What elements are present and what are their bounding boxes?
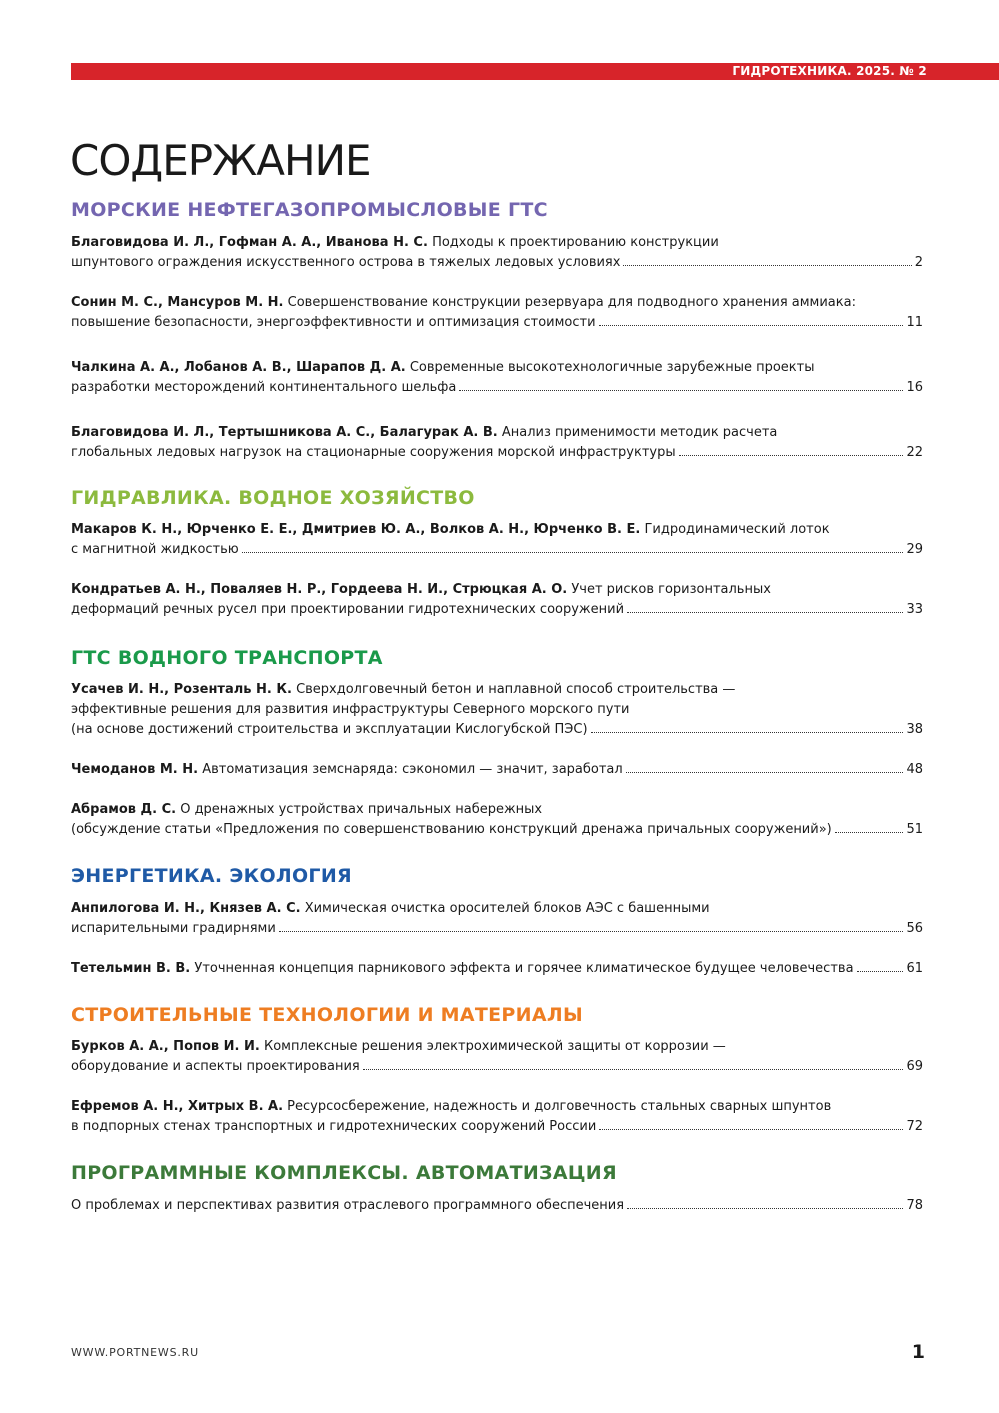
toc-entry-page: 56 xyxy=(906,921,923,936)
toc-entry-title: оборудование и аспекты проектирования xyxy=(71,1059,360,1074)
toc-entry-authors: Благовидова И. Л., Гофман А. А., Иванова Н. С. xyxy=(71,235,428,250)
toc-entry[interactable] xyxy=(71,760,923,780)
toc-entry-line xyxy=(71,1097,923,1117)
dot-leader xyxy=(623,265,911,266)
toc-entry[interactable] xyxy=(71,1037,923,1077)
section-heading: ПРОГРАММНЫЕ КОМПЛЕКСЫ. АВТОМАТИЗАЦИЯ xyxy=(71,1162,617,1184)
toc-entry[interactable] xyxy=(71,293,923,333)
toc-entry-last-line xyxy=(71,1117,923,1137)
toc-entry-line xyxy=(71,580,923,600)
toc-entry-authors: Бурков А. А., Попов И. И. xyxy=(71,1039,260,1054)
toc-entry-authors: Усачев И. Н., Розенталь Н. К. xyxy=(71,682,292,697)
section-heading: МОРСКИЕ НЕФТЕГАЗОПРОМЫСЛОВЫЕ ГТС xyxy=(71,199,548,221)
dot-leader xyxy=(627,612,903,613)
toc-entry-title: шпунтового ограждения искусственного острова в тяжелых ледовых условиях xyxy=(71,255,621,270)
toc-entry[interactable] xyxy=(71,1097,923,1137)
toc-entry-last-line xyxy=(71,919,923,939)
toc-entry-authors: Ефремов А. Н., Хитрых В. А. xyxy=(71,1099,284,1114)
toc-entry-title: разработки месторождений континентального шельфа xyxy=(71,380,457,395)
toc-entry-title: глобальных ледовых нагрузок на стационарные сооружения морской инфраструктуры xyxy=(71,445,676,460)
toc-entry-page: 11 xyxy=(906,315,923,330)
toc-entry-line xyxy=(71,358,923,378)
toc-entry-line xyxy=(71,680,923,700)
toc-entry-page: 29 xyxy=(906,542,923,557)
toc-entry-title: с магнитной жидкостью xyxy=(71,542,239,557)
toc-entry-authors: Чемоданов М. Н. xyxy=(71,762,199,777)
dot-leader xyxy=(679,455,904,456)
toc-entry-line xyxy=(71,293,923,313)
section-heading: ЭНЕРГЕТИКА. ЭКОЛОГИЯ xyxy=(71,865,352,887)
toc-entry[interactable] xyxy=(71,580,923,620)
toc-entry-title: (на основе достижений строительства и эксплуатации Кислогубской ПЭС) xyxy=(71,722,588,737)
toc-entry-title: Автоматизация земснаряда: сэкономил — значит, заработал xyxy=(202,762,623,777)
toc-entry[interactable] xyxy=(71,680,923,740)
toc-entry-last-line xyxy=(71,760,923,780)
toc-entry-last-line xyxy=(71,720,923,740)
toc-entry-page: 33 xyxy=(906,602,923,617)
toc-entry-line xyxy=(71,520,923,540)
toc-entry-last-line xyxy=(71,540,923,560)
section-heading: ГИДРАВЛИКА. ВОДНОЕ ХОЗЯЙСТВО xyxy=(71,487,475,509)
toc-entry-title: Химическая очистка оросителей блоков АЭС с башенными xyxy=(304,901,710,916)
toc-entry-title: Совершенствование конструкции резервуара для подводного хранения аммиака: xyxy=(287,295,856,310)
dot-leader xyxy=(835,832,904,833)
toc-entry-page: 16 xyxy=(906,380,923,395)
toc-entry-authors: Кондратьев А. Н., Поваляев Н. Р., Гордеева Н. И., Стрюцкая А. О. xyxy=(71,582,568,597)
section-heading: СТРОИТЕЛЬНЫЕ ТЕХНОЛОГИИ И МАТЕРИАЛЫ xyxy=(71,1004,583,1026)
toc-entry-page: 61 xyxy=(906,961,923,976)
toc-entry-title: деформаций речных русел при проектировании гидротехнических сооружений xyxy=(71,602,625,617)
toc-entry-title: эффективные решения для развития инфраструктуры Северного морского пути xyxy=(71,702,630,717)
toc-entry-line xyxy=(71,1037,923,1057)
toc-entry-title: О дренажных устройствах причальных набережных xyxy=(180,802,543,817)
toc-entry-line xyxy=(71,700,923,720)
toc-entry-authors: Благовидова И. Л., Тертышникова А. С., Балагурак А. В. xyxy=(71,425,498,440)
toc-entry-title: Современные высокотехнологичные зарубежные проекты xyxy=(409,360,815,375)
toc-entry-last-line xyxy=(71,600,923,620)
toc-entry-title: Подходы к проектированию конструкции xyxy=(432,235,719,250)
toc-entry[interactable] xyxy=(71,899,923,939)
toc-entry-page: 78 xyxy=(906,1198,923,1213)
journal-header-text: ГИДРОТЕХНИКА. 2025. № 2 xyxy=(732,64,927,78)
toc-entry-title: испарительными градирнями xyxy=(71,921,276,936)
toc-entry-line xyxy=(71,899,923,919)
toc-entry[interactable] xyxy=(71,423,923,463)
journal-header-bar xyxy=(71,63,999,80)
toc-entry-last-line xyxy=(71,1196,923,1216)
dot-leader xyxy=(599,325,904,326)
toc-entry-last-line xyxy=(71,253,923,273)
dot-leader xyxy=(242,552,904,553)
toc-entry-last-line xyxy=(71,443,923,463)
toc-entry-line xyxy=(71,800,923,820)
toc-entry-authors: Сонин М. С., Мансуров М. Н. xyxy=(71,295,284,310)
toc-entry-title: Уточненная концепция парникового эффекта и горячее климатическое будущее человечества xyxy=(194,961,854,976)
dot-leader xyxy=(363,1069,904,1070)
section-heading: ГТС ВОДНОГО ТРАНСПОРТА xyxy=(71,647,383,669)
toc-entry-authors: Макаров К. Н., Юрченко Е. Е., Дмитриев Ю. А., Волков А. Н., Юрченко В. Е. xyxy=(71,522,641,537)
toc-entry-title: Гидродинамический лоток xyxy=(644,522,830,537)
toc-entry-authors: Анпилогова И. Н., Князев А. С. xyxy=(71,901,301,916)
toc-entry[interactable] xyxy=(71,520,923,560)
toc-entry-last-line xyxy=(71,1057,923,1077)
toc-entry-page: 22 xyxy=(906,445,923,460)
toc-entry-last-line xyxy=(71,378,923,398)
toc-entry-title: (обсуждение статьи «Предложения по совершенствованию конструкций дренажа причальных сооружений») xyxy=(71,822,832,837)
page-title: СОДЕРЖАНИЕ xyxy=(70,136,371,185)
footer-url[interactable]: WWW.PORTNEWS.RU xyxy=(71,1346,199,1359)
toc-entry-page: 69 xyxy=(906,1059,923,1074)
dot-leader xyxy=(627,1208,903,1209)
toc-entry-last-line xyxy=(71,959,923,979)
toc-entry-title: О проблемах и перспективах развития отраслевого программного обеспечения xyxy=(71,1198,625,1213)
toc-entry-last-line xyxy=(71,820,923,840)
toc-entry-title: повышение безопасности, энергоэффективности и оптимизация стоимости xyxy=(71,315,596,330)
toc-entry[interactable] xyxy=(71,800,923,840)
dot-leader xyxy=(599,1129,903,1130)
toc-entry-last-line xyxy=(71,313,923,333)
toc-entry-page: 48 xyxy=(906,762,923,777)
footer-page-number: 1 xyxy=(911,1341,925,1363)
toc-entry-title: Анализ применимости методик расчета xyxy=(501,425,778,440)
dot-leader xyxy=(857,971,904,972)
toc-entry-title: Комплексные решения электрохимической защиты от коррозии — xyxy=(263,1039,726,1054)
toc-entry[interactable] xyxy=(71,358,923,398)
dot-leader xyxy=(626,772,904,773)
toc-entry-title: в подпорных стенах транспортных и гидротехнических сооружений России xyxy=(71,1119,597,1134)
toc-entry-authors: Абрамов Д. С. xyxy=(71,802,177,817)
toc-entry[interactable] xyxy=(71,233,923,273)
toc-entry-authors: Чалкина А. А., Лобанов А. В., Шарапов Д. А. xyxy=(71,360,406,375)
toc-entry-page: 38 xyxy=(906,722,923,737)
toc-entry-page: 72 xyxy=(906,1119,923,1134)
toc-entry-title: Ресурсосбережение, надежность и долговечность стальных сварных шпунтов xyxy=(287,1099,832,1114)
toc-entry-authors: Тетельмин В. В. xyxy=(71,961,191,976)
toc-entry-page: 51 xyxy=(906,822,923,837)
toc-entry-line xyxy=(71,233,923,253)
toc-entry[interactable] xyxy=(71,959,923,979)
toc-entry-title: Сверхдолговечный бетон и наплавной способ строительства — xyxy=(296,682,736,697)
toc-entry-page: 2 xyxy=(914,255,923,270)
dot-leader xyxy=(279,931,904,932)
dot-leader xyxy=(459,390,903,391)
dot-leader xyxy=(591,732,904,733)
toc-entry-line xyxy=(71,423,923,443)
toc-entry-title: Учет рисков горизонтальных xyxy=(571,582,771,597)
toc-entry[interactable] xyxy=(71,1196,923,1216)
